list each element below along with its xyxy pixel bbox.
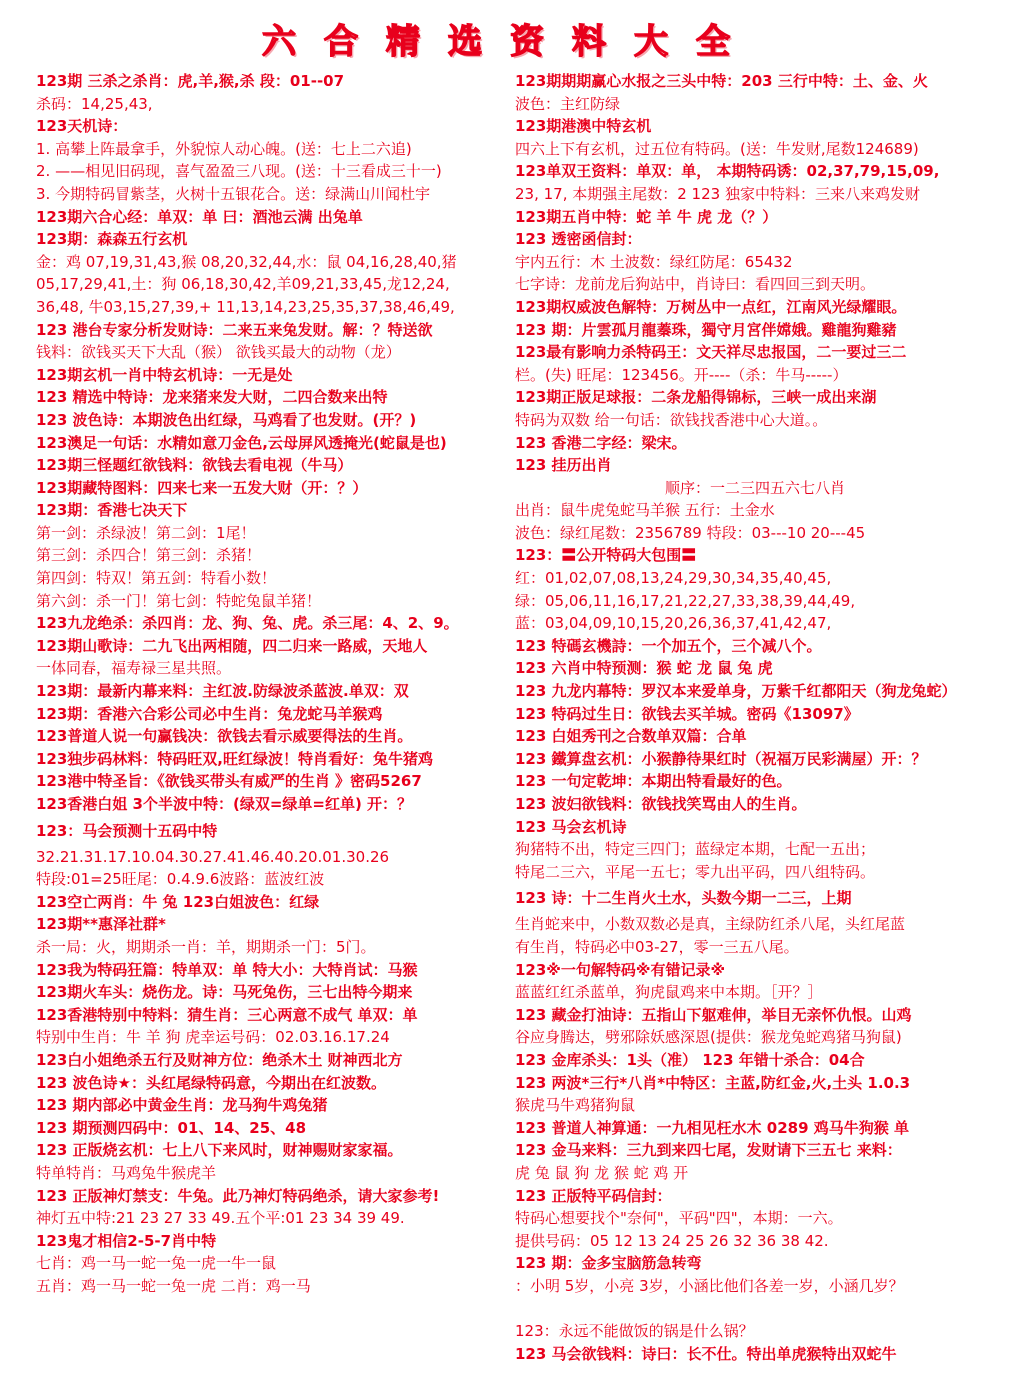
left-text-line: 123 港台专家分析发财诗：二来五来兔发财。解：？特送欲 [36,320,433,339]
right-text-line: 123期期期赢心水报之三头中特：203 三行中特：土、金、火 [515,72,928,90]
left-text-line: 123香港白姐 3个半波中特：(绿双=绿单=红单) 开：？ [36,795,413,813]
left-text-line: 123 波色诗★：头红尾绿特码意，今期出在红波数。 [36,1073,386,1092]
right-text-line: 狗猪特不出，特定三四门；蓝绿定本期，七配一五出； [515,840,876,859]
left-text-line: 123期 三杀之杀肖：虎,羊,猴,杀 段：01--07 [36,72,345,90]
right-text-line: 123 马会欲钱料：诗曰：长不仕。特出单虎猴特出双蛇牛 [515,1344,897,1363]
left-text-line: 123 期预测四码中：01、14、25、48 [36,1118,307,1137]
right-text-line: 123 马会玄机诗 [515,817,627,836]
right-text-line: 123 正版特平码信封： [515,1186,672,1205]
left-text-line: 123澳足一句话：水精如意刀金色,云母屏风透掩光(蛇鼠是也) [36,433,447,452]
left-text-line: 123 正版神灯禁支：牛兔。此乃神灯特码绝杀，请大家参考! [36,1186,440,1205]
left-text-line: 杀一局：火，期期杀一肖：羊，期期杀一门：5门。 [36,937,376,956]
left-text-line: 123期六合心经：单双：单 曰：酒池云满 出兔单 [36,207,363,226]
left-text-line: 特单特肖：马鸡兔牛猴虎羊 [36,1163,217,1182]
left-text-line: 钱料：欲钱买天下大乱（猴） 欲钱买最大的动物（龙） [36,343,401,362]
left-text-line: 123期火车头：烧伤龙。诗：马死兔伤，三七出特今期来 [36,983,413,1002]
left-text-line: 123空亡两肖：牛 兔 123白姐波色：红绿 [36,892,320,911]
right-text-line: 123单双王资料：单双：单， 本期特码诱：02,37,79,15,09, [515,162,940,181]
left-text-line: 特段:01=25旺尾：0.4.9.6波路：蓝波红波 [36,870,325,889]
right-text-line: 123 两波*三行*八肖*中特区：主蓝,防红金,火,土头 1.0.3 [515,1073,911,1092]
right-text-line: 123 金马来料：三九到来四七尾，发财请下三五七 来料： [515,1141,902,1160]
right-text-line: 顺序：一二三四五六七八肖 [664,478,845,497]
right-text-line: 猴虎马牛鸡猪狗鼠 [515,1096,636,1115]
right-text-line: 123 鐵算盘玄机：小猴静待果红时（祝福万民彩满屋）开：？ [515,749,927,768]
right-text-line: 生肖蛇来中，小数双数必是真，主绿防红杀八尾，头红尾蓝 [515,915,906,934]
left-text-line: 123期：香港七决天下 [36,501,188,520]
left-text-line: 123期玄机一肖中特玄机诗：一无是处 [36,365,293,384]
right-text-line: 蓝蓝红红杀蓝单，狗虎鼠鸡来中本期。［开？］ [515,983,823,1002]
page-title: 六合精选资料大全 [262,22,758,62]
left-text-line: 123九龙绝杀：杀四肖：龙、狗、兔、虎。杀三尾：4、2、9。 [36,614,459,633]
right-text-line: 特码心想要找个"奈何"，平码"四"，本期：一六。 [515,1209,843,1228]
left-text-line: 123独步码林料：特码旺双,旺红绿波！特肖看好：兔牛猪鸡 [36,749,434,768]
right-text-line: 23, 17, 本期强主尾数：2 123 独家中特料：三来八来鸡发财 [515,184,920,203]
left-text-line: 36,48, 牛03,15,27,39,+ 11,13,14,23,25,35,37,38,46,49, [36,297,455,316]
left-text-line: 123我为特码狂篇：特单双：单 特大小：大特肖试：马猴 [36,960,418,979]
right-text-line: 波色：绿红尾数：2356789 特段：03---10 20---45 [515,523,866,542]
right-text-line: 七字诗：龙前龙后狗站中，肖诗曰：看四回三到天明。 [515,275,876,294]
right-text-line: 出肖：鼠牛虎兔蛇马羊猴 五行：土金水 [515,501,775,520]
right-text-line: 蓝：03,04,09,10,15,20,26,36,37,41,42,47, [515,614,832,633]
left-text-line: 123 精选中特诗：龙来猪来发大财，二四合数来出特 [36,388,388,407]
right-text-line: 123期港澳中特玄机 [515,117,652,136]
right-text-line: 123 诗：十二生肖火土水，头数今期一二三，上期 [515,889,852,908]
right-text-line: 123 挂历出肖 [515,456,612,475]
left-text-line: 1. 高攀上阵最拿手，外貌惊人动心魄。(送：七上二六追) [36,139,412,158]
right-text-line: 123期权威波色解特：万树丛中一点红，江南风光绿耀眼。 [515,297,907,316]
right-text-line: 123 特码过生日：欲钱去买羊城。密码《13097》 [515,704,859,723]
left-text-line: 神灯五中特:21 23 27 33 49.五个平:01 23 34 39 49. [36,1209,405,1228]
left-text-line: 第四剑：特双！第五剑：特看小数！ [36,569,277,588]
left-text-line: 五肖：鸡一马一蛇一兔一虎 二肖：鸡一马 [36,1276,311,1295]
left-text-line: 特别中生肖：牛 羊 狗 虎幸运号码：02.03.16.17.24 [36,1028,390,1047]
left-text-line: 123期藏特图料：四来七来一五发大财（开：？） [36,478,368,497]
right-text-line: 四六上下有玄机，过五位有特码。(送：牛发财,尾数124689) [515,139,919,158]
right-text-line: 123 金库杀头：1头（准） 123 年错十杀合：04合 [515,1050,865,1069]
left-text-line: 05,17,29,41,土：狗 06,18,30,42,羊09,21,33,45,龙12,24, [36,275,450,294]
left-text-line: 一体同春，福寿禄三星共照。 [36,659,232,678]
left-text-line: 第三剑：杀四合！第三剑：杀猪！ [36,546,262,565]
right-text-line: 红：01,02,07,08,13,24,29,30,34,35,40,45, [515,569,832,588]
right-text-line: 123：〓公开特码大包围〓 [515,546,697,565]
right-text-line: 123 期：片雲孤月龍蓁珠，獨守月宮伴嫦娥。雞龍狗雞豬 [515,320,897,339]
left-text-line: 3. 今期特码冒紫茎，火树十五银花合。送：绿满山川闻杜宇 [36,184,431,203]
left-text-line: 杀码：14,25,43, [36,94,153,113]
left-text-line: 123期：森森五行玄机 [36,230,188,249]
left-text-line: 123：马会预测十五码中特 [36,821,218,840]
right-text-line: 谷应身腾达，劈邪除妖感深恩(提供：猴龙兔蛇鸡猪马狗鼠) [515,1028,902,1047]
left-text-line: 123期：最新内幕来料：主红波.防绿波杀蓝波.单双：双 [36,682,409,701]
left-text-line: 123普道人说一句赢钱决：欲钱去看示威要得法的生肖。 [36,727,413,746]
right-text-line: 123期五肖中特：蛇 羊 牛 虎 龙（？） [515,207,778,226]
right-text-line: 123最有影响力杀特码王：文天祥尽忠报国，二一要过三二 [515,343,907,362]
left-text-line: 123香港特别中特料：猜生肖：三心两意不成气 单双：单 [36,1005,418,1024]
right-text-line: 有生肖，特码必中03-27，零一三五八尾。 [515,937,799,956]
right-text-line: 123 香港二字经：梁宋。 [515,433,687,452]
right-text-line: 123 九龙内幕特：罗汉本来爱单身，万紫千红都阳天（狗龙兔蛇） [515,682,957,701]
right-text-line: 123 六肖中特预测：猴 蛇 龙 鼠 兔 虎 [515,659,773,678]
right-text-line: 123 波妇欲钱料：欲钱找笑骂由人的生肖。 [515,795,807,813]
left-column [36,70,506,1297]
right-text-line: 特码为双数 给一句话：欲钱找香港中心大道。。 [515,410,828,429]
right-text-line: 123：永远不能做饭的锅是什么锅？ [515,1322,754,1341]
right-text-line: 123 期：金多宝脑筋急转弯 [515,1254,702,1273]
left-text-line: 123鬼才相信2-5-7肖中特 [36,1231,217,1250]
right-text-line: 123 白姐秀刊之合数单双篇：合单 [515,727,747,746]
left-text-line: 123白小姐绝杀五行及财神方位：绝杀木土 财神西北方 [36,1050,403,1069]
left-text-line: 第六剑：杀一门！第七剑：特蛇兔鼠羊猪！ [36,591,322,610]
left-text-line: 123 波色诗：本期波色出红绿，马鸡看了也发财。(开？) [36,410,417,429]
left-text-line: 七肖：鸡一马一蛇一兔一虎一牛一鼠 [36,1254,277,1273]
left-text-line: 123港中特圣旨：《欲钱买带头有威严的生肖 》密码5267 [36,772,422,791]
right-text-line [515,1297,995,1320]
left-text-line: 123期三怪题红欲钱料：欲钱去看电视（牛马） [36,456,353,475]
left-text-line: 金：鸡 07,19,31,43,猴 08,20,32,44,水：鼠 04,16,28,40,猪 [36,252,457,271]
right-text-line: 123※一句解特码※有错记录※ [515,960,726,979]
left-text-line: 123期：香港六合彩公司必中生肖：兔龙蛇马羊猴鸡 [36,704,383,723]
left-text-line: 123 正版烧玄机：七上八下来风时，财神赐财家家福。 [36,1141,403,1160]
left-text-line: 123天机诗： [36,117,128,136]
right-text-line: 123 一句定乾坤：本期出特看最好的色。 [515,772,792,791]
right-text-line: 虎 兔 鼠 狗 龙 猴 蛇 鸡 开 [515,1163,689,1182]
right-text-line: 绿：05,06,11,16,17,21,22,27,33,38,39,44,49, [515,591,856,610]
right-text-line: 宇内五行：木 土波数：绿红防尾：65432 [515,252,793,271]
right-text-line: 123期正版足球报：二条龙船得锦标，三峡一成出来湖 [515,388,877,407]
right-text-line: 123 普道人神算通：一九相见枉水木 0289 鸡马牛狗猴 单 [515,1118,909,1137]
page-title-banner [0,8,1021,70]
right-column [515,70,995,1365]
left-text-line: 123期山歌诗：二九飞出两相随，四二归来一路威，天地人 [36,636,428,655]
right-text-line: 123 特碼玄機詩：一个加五个，三个减八个。 [515,636,822,655]
right-text-line: 波色：主红防绿 [515,94,621,113]
left-text-line: 123 期内部必中黄金生肖：龙马狗牛鸡兔猪 [36,1096,328,1115]
right-text-line: 提供号码：05 12 13 24 25 26 32 36 38 42. [515,1231,829,1250]
right-text-line: 123 透密函信封： [515,230,642,249]
right-text-line: 栏。(失) 旺尾：123456。开----（杀：牛马-----） [515,365,848,384]
right-text-line: ：小明 5岁，小亮 3岁，小涵比他们各差一岁，小涵几岁？ [515,1276,904,1295]
right-text-line: 123 藏金打油诗：五指山下躯难伸，举目无亲怀仇恨。山鸡 [515,1005,912,1024]
left-text-line: 32.21.31.17.10.04.30.27.41.46.40.20.01.30.26 [36,847,390,866]
left-text-line: 2. ——相见旧码现，喜气盈盈三八现。(送：十三看成三十一) [36,162,442,181]
right-text-line: 特尾二三六，平尾一五七；零九出平码，四八组特码。 [515,862,876,881]
left-text-line: 第一剑：杀绿波！第二剑：1尾！ [36,523,256,542]
left-text-line: 123期**惠泽社群* [36,915,166,934]
